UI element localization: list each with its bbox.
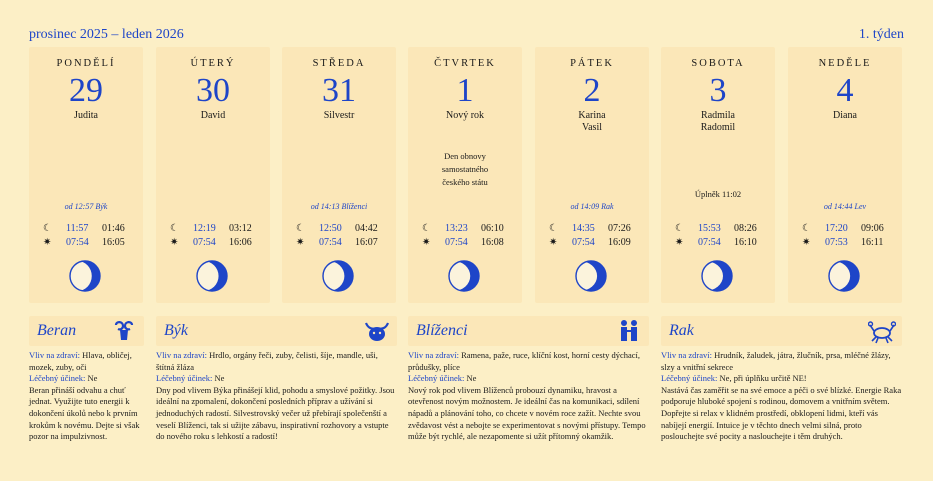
moon-rise: 17:20 bbox=[825, 223, 848, 234]
zodiac-entry: od 12:57 Býk bbox=[64, 202, 108, 211]
zodiac-card bbox=[156, 316, 397, 346]
holiday-line: Den obnovy bbox=[444, 151, 486, 161]
zodiac-description bbox=[29, 350, 144, 443]
day-column[interactable] bbox=[29, 47, 143, 303]
moon-rise: 15:53 bbox=[698, 223, 721, 234]
zodiac-name: Rak bbox=[669, 322, 694, 339]
moon-rise: 12:19 bbox=[193, 223, 216, 234]
day-column[interactable] bbox=[156, 47, 270, 303]
moon-times-row bbox=[408, 223, 522, 237]
day-number: 1 bbox=[456, 72, 474, 109]
sun-times-row bbox=[661, 237, 775, 251]
sun-icon: ✷ bbox=[549, 237, 558, 248]
day-number: 30 bbox=[196, 72, 230, 109]
health-text: Hlava, obličej, mozek, zuby, oči bbox=[29, 350, 132, 372]
name-days bbox=[156, 110, 270, 122]
sun-set: 16:07 bbox=[355, 237, 378, 248]
day-column[interactable] bbox=[408, 47, 522, 303]
cure-text: Ne, při úplňku určitě NE! bbox=[719, 373, 807, 384]
zodiac-entry: od 14:13 Blíženci bbox=[310, 202, 368, 211]
day-name: PÁTEK bbox=[570, 58, 614, 69]
moon-times-row bbox=[661, 223, 775, 237]
name-days bbox=[788, 110, 902, 122]
week-number: 1. týden bbox=[858, 27, 904, 42]
name-day: Vasil bbox=[582, 122, 602, 133]
day-number: 31 bbox=[322, 72, 356, 109]
zodiac-description bbox=[408, 350, 649, 443]
moon-set: 04:42 bbox=[355, 223, 378, 234]
moon-phase-icon bbox=[700, 259, 734, 293]
sun-rise: 07:54 bbox=[445, 237, 468, 248]
ram-icon bbox=[110, 318, 138, 344]
sun-rise: 07:54 bbox=[698, 237, 721, 248]
sun-times-row bbox=[282, 237, 396, 251]
moon-times-row bbox=[156, 223, 270, 237]
crescent-moon-icon: ☾ bbox=[675, 223, 684, 234]
sun-icon: ✷ bbox=[43, 237, 52, 248]
name-days bbox=[661, 110, 775, 134]
day-column[interactable] bbox=[535, 47, 649, 303]
name-day: Nový rok bbox=[445, 110, 485, 121]
name-day: Radomil bbox=[700, 122, 736, 133]
day-name: NEDĚLE bbox=[818, 58, 872, 69]
name-day: Judita bbox=[74, 110, 98, 121]
zodiac-text: Beran přináší odvahu a chuť jednat. Využijte tuto energii k dokončení úkolů nebo k prvním krokům k novému. Dejte si však pozor na impulzivnost. bbox=[29, 384, 140, 442]
sun-rise: 07:54 bbox=[193, 237, 216, 248]
health-label: Vliv na zdraví: bbox=[156, 350, 207, 360]
sun-set: 16:09 bbox=[608, 237, 631, 248]
zodiac-name: Beran bbox=[37, 322, 77, 339]
cure-effect bbox=[29, 373, 144, 385]
moon-phase-icon bbox=[321, 259, 355, 293]
moon-rise: 14:35 bbox=[572, 223, 595, 234]
name-days bbox=[408, 110, 522, 122]
zodiac-entry: od 14:09 Rak bbox=[570, 202, 614, 211]
name-day: Diana bbox=[833, 110, 857, 121]
zodiac-description bbox=[661, 350, 902, 443]
sun-times-row bbox=[535, 237, 649, 251]
sun-icon: ✷ bbox=[675, 237, 684, 248]
sun-times-row bbox=[408, 237, 522, 251]
moon-set: 07:26 bbox=[608, 223, 631, 234]
sun-icon: ✷ bbox=[802, 237, 811, 248]
moon-times-row bbox=[535, 223, 649, 237]
day-name: ČTVRTEK bbox=[434, 58, 496, 69]
health-influence bbox=[408, 350, 649, 373]
crescent-moon-icon: ☾ bbox=[802, 223, 811, 234]
moon-phase-icon bbox=[447, 259, 481, 293]
moon-event: Úplněk 11:02 bbox=[694, 189, 742, 199]
crab-icon bbox=[868, 318, 896, 344]
moon-rise: 13:23 bbox=[445, 223, 468, 234]
health-text: Hrdlo, orgány řeči, zuby, čelisti, šíje, mandle, uši, štítná žláza bbox=[156, 350, 378, 372]
sun-rise: 07:54 bbox=[66, 237, 89, 248]
day-number: 2 bbox=[583, 72, 601, 109]
bull-icon bbox=[363, 318, 391, 344]
health-text: Hrudník, žaludek, játra, žlučník, prsa, mléčné žlázy, slzy a vnitřní sekrece bbox=[661, 350, 891, 372]
cure-effect bbox=[661, 373, 902, 385]
crescent-moon-icon: ☾ bbox=[296, 223, 305, 234]
crescent-moon-icon: ☾ bbox=[549, 223, 558, 234]
health-label: Vliv na zdraví: bbox=[29, 350, 80, 360]
sun-set: 16:08 bbox=[481, 237, 504, 248]
moon-times-row bbox=[282, 223, 396, 237]
sun-set: 16:11 bbox=[861, 237, 884, 248]
zodiac-name: Blíženci bbox=[416, 322, 468, 339]
twins-icon bbox=[615, 318, 643, 344]
moon-phase-icon bbox=[827, 259, 861, 293]
zodiac-card bbox=[661, 316, 902, 346]
cure-label: Léčebný účinek: bbox=[29, 373, 86, 384]
health-influence bbox=[661, 350, 902, 373]
name-days bbox=[29, 110, 143, 122]
cure-text: Ne bbox=[466, 373, 477, 384]
zodiac-card bbox=[408, 316, 649, 346]
name-day: Radmila bbox=[701, 110, 735, 121]
moon-times-row bbox=[788, 223, 902, 237]
moon-rise: 11:57 bbox=[66, 223, 89, 234]
crescent-moon-icon: ☾ bbox=[43, 223, 52, 234]
moon-rise: 12:50 bbox=[319, 223, 342, 234]
zodiac-text: Nový rok pod vlivem Blíženců probouzí dynamiku, hravost a otevřenost novým možnostem. Je ideální čas na komunikaci, sdílení nápadů a plánování toho, co chcete v novém roce zažít. Nechte svou zvědavost vést a nebojte se experimentovat s novými přístupy. Tempo může být rychlé, ale nezapomente si užít přítomný okamžik. bbox=[408, 384, 646, 442]
day-number: 3 bbox=[709, 72, 727, 109]
day-column[interactable] bbox=[282, 47, 396, 303]
zodiac-text: Dny pod vlivem Býka přinášejí klid, pohodu a smyslové požitky. Jsou ideální na zpomalení, dokončení posledních příprav a užívání si jednoduchých radostí. Silvestrovský večer už přebírají společenští a veselí Blíženci, tak si užijte zábavu, inspirativní rozhovory a vstupte do nového roku s lehkostí a radostí! bbox=[156, 384, 395, 442]
zodiac-card bbox=[29, 316, 144, 346]
name-day: David bbox=[200, 110, 226, 121]
sun-icon: ✷ bbox=[422, 237, 431, 248]
moon-set: 09:06 bbox=[861, 223, 884, 234]
zodiac-entry: od 14:44 Lev bbox=[823, 202, 867, 211]
cure-text: Ne bbox=[214, 373, 225, 384]
moon-set: 01:46 bbox=[102, 223, 125, 234]
moon-phase-icon bbox=[68, 259, 102, 293]
day-name: STŘEDA bbox=[312, 58, 366, 69]
cure-text: Ne bbox=[87, 373, 98, 384]
cure-effect bbox=[408, 373, 649, 385]
holiday-line: samostatného bbox=[441, 164, 489, 174]
name-day: Silvestr bbox=[323, 110, 355, 121]
day-number: 29 bbox=[69, 72, 103, 109]
day-column[interactable] bbox=[661, 47, 775, 303]
moon-phase-icon bbox=[195, 259, 229, 293]
sun-rise: 07:54 bbox=[319, 237, 342, 248]
sun-icon: ✷ bbox=[296, 237, 305, 248]
crescent-moon-icon: ☾ bbox=[170, 223, 179, 234]
sun-icon: ✷ bbox=[170, 237, 179, 248]
day-name: ÚTERÝ bbox=[190, 58, 236, 69]
sun-set: 16:10 bbox=[734, 237, 757, 248]
name-days bbox=[535, 110, 649, 134]
holiday-line: českého státu bbox=[442, 177, 488, 187]
health-label: Vliv na zdraví: bbox=[408, 350, 459, 360]
moon-set: 06:10 bbox=[481, 223, 504, 234]
crescent-moon-icon: ☾ bbox=[422, 223, 431, 234]
cure-effect bbox=[156, 373, 397, 385]
sun-set: 16:05 bbox=[102, 237, 125, 248]
day-name: SOBOTA bbox=[691, 58, 745, 69]
zodiac-text: Nastává čas zaměřit se na své emoce a péči o své blízké. Energie Raka podporuje hluboké spojení s rodinou, domovem a vnitřním světem. Dopřejte si relax v klidném prostředí, obklopení lidmi, kteří vás nabíjejí energií. Intuice je v těchto dnech velmi silná, proto poslouchejte své pocity a naslouchejte i těm druhých. bbox=[661, 384, 902, 442]
day-name: PONDĚLÍ bbox=[56, 58, 116, 69]
sun-set: 16:06 bbox=[229, 237, 252, 248]
period-title: prosinec 2025 – leden 2026 bbox=[29, 27, 184, 42]
sun-times-row bbox=[156, 237, 270, 251]
moon-times-row bbox=[29, 223, 143, 237]
health-influence bbox=[29, 350, 144, 373]
moon-set: 03:12 bbox=[229, 223, 252, 234]
sun-rise: 07:54 bbox=[572, 237, 595, 248]
holiday-note bbox=[408, 150, 522, 189]
day-column[interactable] bbox=[788, 47, 902, 303]
cure-label: Léčebný účinek: bbox=[408, 373, 465, 384]
health-text: Ramena, paže, ruce, klíční kost, horní cesty dýchací, průdušky, plíce bbox=[408, 350, 641, 372]
moon-set: 08:26 bbox=[734, 223, 757, 234]
cure-label: Léčebný účinek: bbox=[661, 373, 718, 384]
zodiac-name: Býk bbox=[164, 322, 188, 339]
sun-times-row bbox=[788, 237, 902, 251]
name-days bbox=[282, 110, 396, 122]
health-label: Vliv na zdraví: bbox=[661, 350, 712, 360]
sun-rise: 07:53 bbox=[825, 237, 848, 248]
cure-label: Léčebný účinek: bbox=[156, 373, 213, 384]
health-influence bbox=[156, 350, 397, 373]
sun-times-row bbox=[29, 237, 143, 251]
day-number: 4 bbox=[836, 72, 854, 109]
zodiac-description bbox=[156, 350, 397, 443]
name-day: Karina bbox=[578, 110, 606, 121]
moon-phase-icon bbox=[574, 259, 608, 293]
